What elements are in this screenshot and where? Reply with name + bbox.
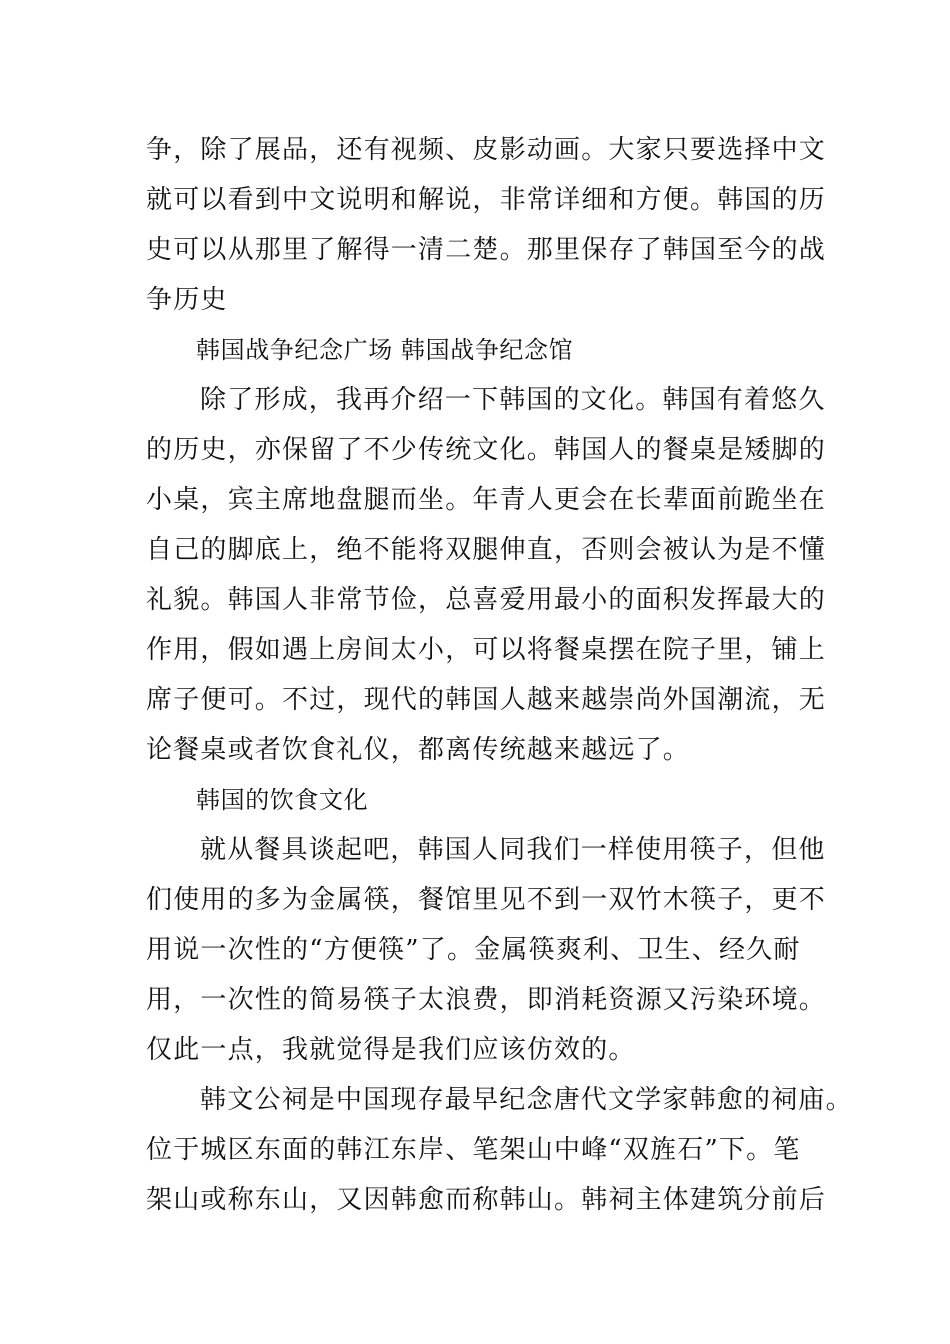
section-heading-war-memorial: 韩国战争纪念广场 韩国战争纪念馆 [196, 336, 574, 364]
text-line-4: 争历史 [146, 285, 228, 315]
text-line-16: 们使用的多为金属筷，餐馆里见不到一双竹木筷子，更不 [146, 885, 827, 915]
section-heading-food-culture: 韩国的饮食文化 [196, 786, 369, 814]
text-line-1: 争，除了展品，还有视频、皮影动画。大家只要选择中文 [146, 135, 827, 165]
text-line-3: 史可以从那里了解得一清二楚。那里保存了韩国至今的战 [146, 235, 827, 265]
text-line-19: 仅此一点，我就觉得是我们应该仿效的。 [146, 1035, 636, 1065]
text-line-13: 论餐桌或者饮食礼仪，都离传统越来越远了。 [146, 735, 691, 765]
text-line-22: 架山或称东山，又因韩愈而称韩山。韩祠主体建筑分前后 [146, 1185, 827, 1215]
text-line-2: 就可以看到中文说明和解说，非常详细和方便。韩国的历 [146, 185, 827, 215]
text-line-18: 用，一次性的简易筷子太浪费，即消耗资源又污染环境。 [146, 985, 827, 1015]
text-line-20: 韩文公祠是中国现存最早纪念唐代文学家韩愈的祠庙。 [200, 1085, 853, 1115]
text-line-17: 用说一次性的“方便筷”了。金属筷爽利、卫生、经久耐 [146, 935, 801, 965]
text-line-9: 自己的脚底上，绝不能将双腿伸直，否则会被认为是不懂 [146, 535, 827, 565]
text-line-15: 就从餐具谈起吧，韩国人同我们一样使用筷子，但他 [200, 835, 826, 865]
text-line-7: 的历史，亦保留了不少传统文化。韩国人的餐桌是矮脚的 [146, 435, 827, 465]
text-line-21: 位于城区东面的韩江东岸、笔架山中峰“双旌石”下。笔 [146, 1135, 801, 1165]
text-line-6: 除了形成，我再介绍一下韩国的文化。韩国有着悠久 [200, 385, 826, 415]
text-line-12: 席子便可。不过，现代的韩国人越来越崇尚外国潮流，无 [146, 685, 827, 715]
text-line-8: 小桌，宾主席地盘腿而坐。年青人更会在长辈面前跪坐在 [146, 485, 827, 515]
text-line-11: 作用，假如遇上房间太小，可以将餐桌摆在院子里，铺上 [146, 635, 827, 665]
text-line-10: 礼貌。韩国人非常节俭，总喜爱用最小的面积发挥最大的 [146, 585, 827, 615]
